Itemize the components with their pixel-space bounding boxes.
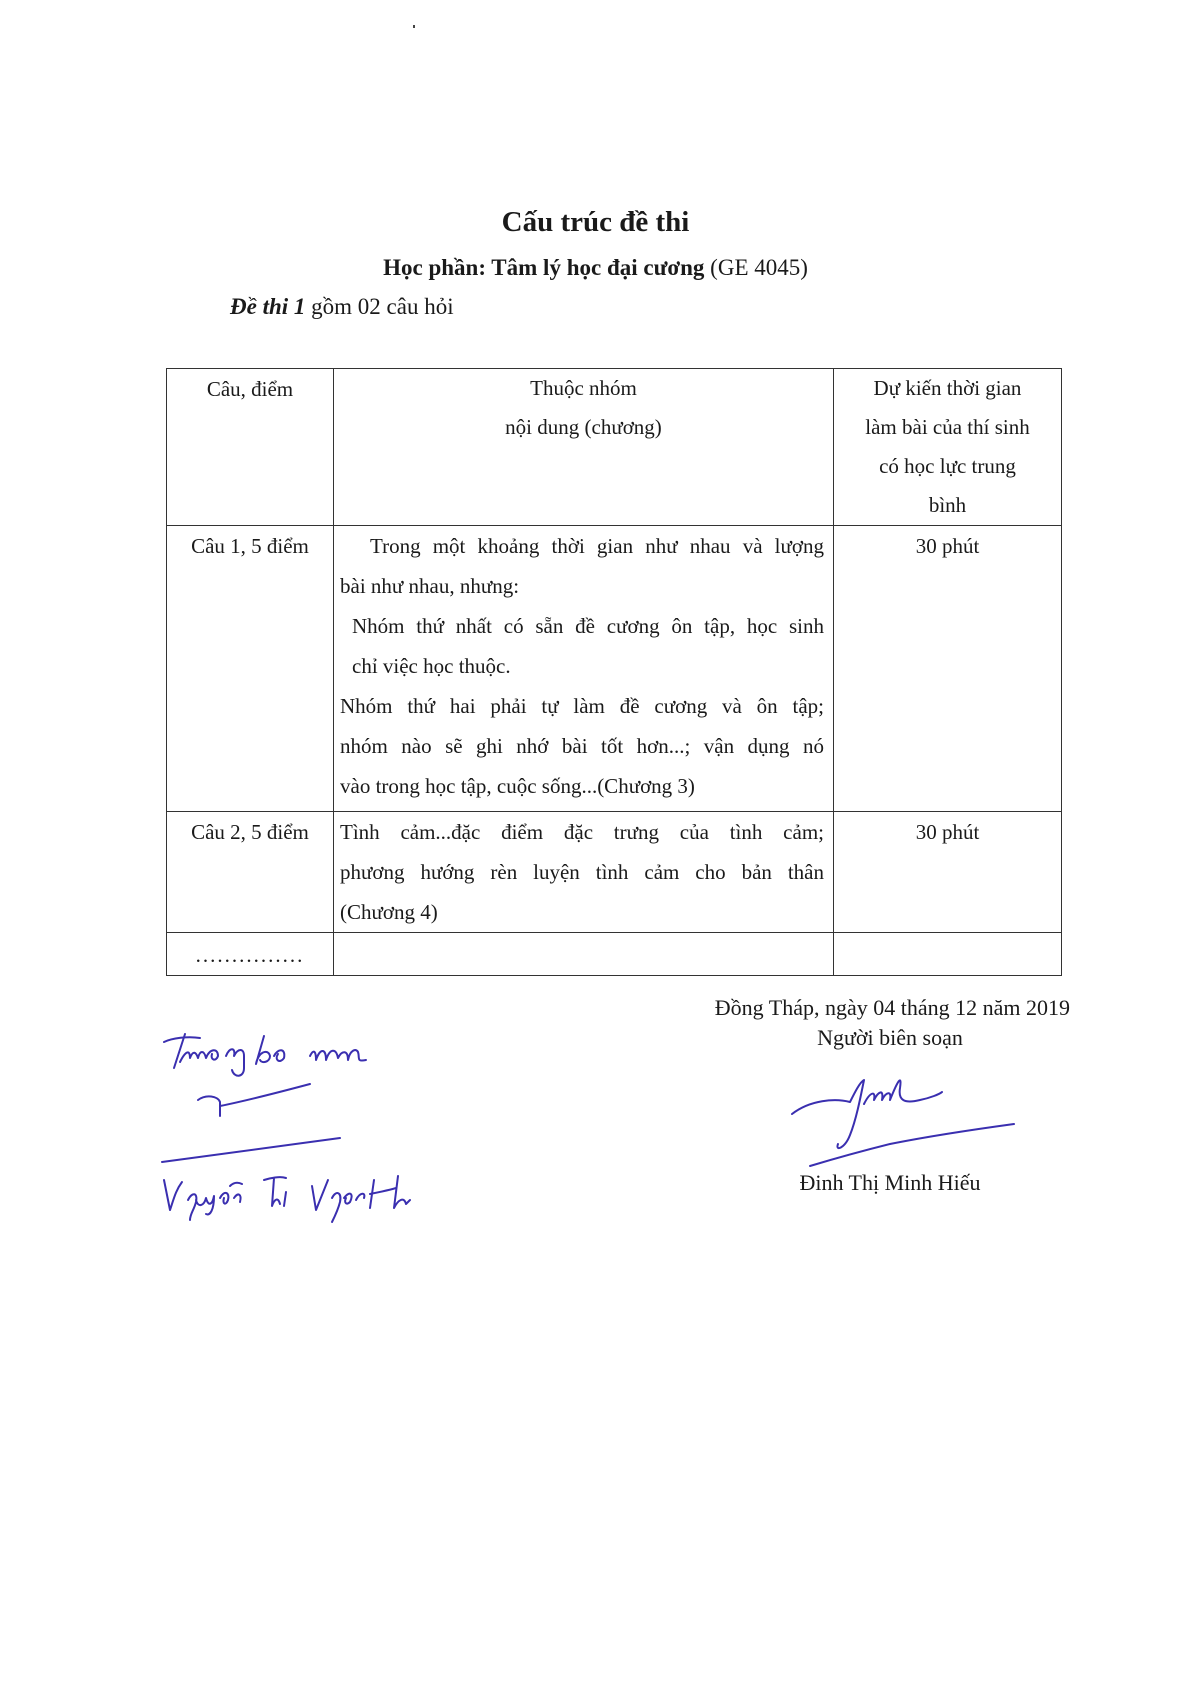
- table-row: [167, 812, 1062, 933]
- question-2-line: phương hướng rèn luyện tình cảm cho bản thân: [340, 860, 824, 884]
- question-2-content: [334, 812, 834, 933]
- header-time-line4: bình: [928, 493, 967, 517]
- question-2-line: Tình cảm...đặc điểm đặc trưng của tình cảm;: [340, 820, 824, 844]
- ellipsis-row-content: [334, 933, 834, 976]
- header-content-line1: Thuộc nhóm: [530, 376, 637, 400]
- question-1-label: Câu 1, 5 điểm: [167, 526, 334, 812]
- question-1-line: vào trong học tập, cuộc sống...(Chương 3): [340, 774, 695, 798]
- exam-intro: [230, 294, 454, 320]
- composer-role: Người biên soạn: [817, 1025, 963, 1050]
- question-2-time: 30 phút: [834, 812, 1062, 933]
- scan-mark: [413, 25, 415, 28]
- exam-question-count: gồm 02 câu hỏi: [305, 294, 454, 319]
- course-code: (GE 4045): [704, 255, 808, 280]
- exam-number: Đề thi 1: [230, 294, 306, 319]
- header-content-line2: nội dung (chương): [505, 415, 662, 439]
- document-title: Cấu trúc đề thi: [501, 206, 690, 238]
- header-time-line3: có học lực trung: [879, 454, 1016, 478]
- head-of-department-handwritten-signature: [160, 1030, 470, 1230]
- question-1-line: Trong một khoảng thời gian như nhau và lượng: [370, 534, 824, 558]
- header-time-line2: làm bài của thí sinh: [865, 415, 1030, 439]
- composer-signature: [790, 1070, 1020, 1170]
- question-1-line: Nhóm thứ nhất có sẵn đề cương ôn tập, học sinh: [352, 614, 824, 638]
- header-expected-time: [834, 369, 1062, 526]
- exam-structure-table: [166, 368, 1062, 976]
- table-header-row: [167, 369, 1062, 526]
- place-date: Đồng Tháp, ngày 04 tháng 12 năm 2019: [714, 995, 1070, 1020]
- header-question-points: Câu, điểm: [167, 369, 334, 526]
- table-row: [167, 933, 1062, 976]
- question-1-line: nhóm nào sẽ ghi nhớ bài tốt hơn...; vận dụng nó: [340, 734, 824, 758]
- ellipsis-dots: ...............: [195, 943, 305, 967]
- course-subtitle: [0, 255, 1191, 281]
- question-2-label: Câu 2, 5 điểm: [167, 812, 334, 933]
- ellipsis-row-time: [834, 933, 1062, 976]
- question-2-line: (Chương 4): [340, 900, 438, 924]
- ellipsis-row-label: [167, 933, 334, 976]
- question-1-time: 30 phút: [834, 526, 1062, 812]
- question-1-line: Nhóm thứ hai phải tự làm đề cương và ôn tập;: [340, 694, 824, 718]
- question-1-content: [334, 526, 834, 812]
- header-time-line1: Dự kiến thời gian: [873, 376, 1022, 400]
- question-1-line: chỉ việc học thuộc.: [352, 654, 511, 678]
- course-name: Học phần: Tâm lý học đại cương: [383, 255, 705, 280]
- composer-name: Đinh Thị Minh Hiếu: [799, 1170, 981, 1195]
- table-row: [167, 526, 1062, 812]
- header-content-group: [334, 369, 834, 526]
- question-1-line: bài như nhau, nhưng:: [340, 574, 520, 598]
